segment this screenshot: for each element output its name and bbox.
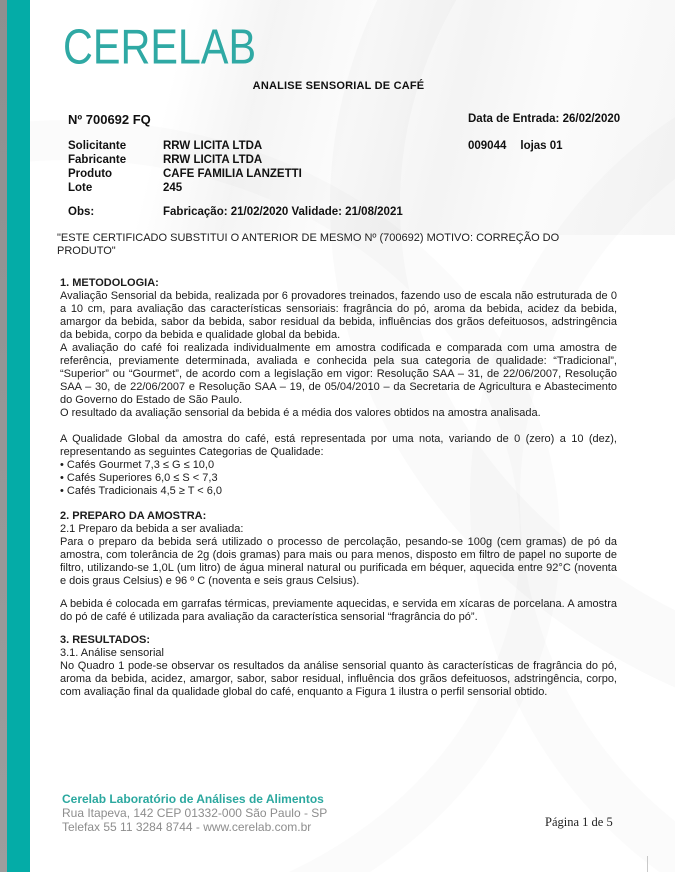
paragraph: Avaliação Sensorial da bebida, realizada por 6 provadores treinados, fazendo uso de escala não estruturada de 0 a 10 cm, para avaliação das características sensoriais: fragrância do pó, aroma da bebida, acidez da bebida, amargor da bebida, sabor da bebida, sabor residual da bebida, influências dos grãos defeituosos, adstringência da bebida, corpo da bebida e qualidade global da bebida.: [60, 290, 617, 341]
footer-contact: Telefax 55 11 3284 8744 - www.cerelab.com.br: [62, 820, 312, 834]
obs-value: Fabricação: 21/02/2020 Validade: 21/08/2021: [163, 206, 403, 218]
field-row-fabricante: [68, 153, 302, 167]
left-accent-bar: [7, 0, 30, 872]
page-number: Página 1 de 5: [545, 815, 613, 829]
paragraph: Para o preparo da bebida será utilizado o processo de percolação, pesando-se 100g (cem gramas) de pó da amostra, com tolerância de 2g (dois gramas) para mais ou para menos, disposto em filtro de papel no suporte de filtro, utilizando-se 1,0L (um litro) de água mineral natural ou purificada em béquer, aquecida entre 92°C (noventa e dois graus Celsius) e 96 º C (noventa e seis graus Celsius).: [60, 536, 617, 587]
document-body: [60, 277, 617, 699]
field-value: RRW LICITA LTDA: [163, 154, 263, 166]
section-heading-resultados: 3. RESULTADOS:: [60, 634, 151, 646]
substitution-notice: "ESTE CERTIFICADO SUBSTITUI O ANTERIOR DE MESMO Nº (700692) MOTIVO: CORREÇÃO DO PRODUTO": [57, 232, 560, 257]
scan-artifact-tick: [647, 856, 648, 872]
section-heading-metodologia: 1. METODOLOGIA:: [60, 277, 159, 289]
field-label: Produto: [68, 168, 113, 180]
obs-label: Obs:: [68, 206, 95, 218]
client-meta: [468, 140, 563, 152]
field-value: RRW LICITA LTDA: [163, 140, 263, 152]
quality-intro-paragraph: A Qualidade Global da amostra do café, está representada por uma nota, variando de 0 (zero) a 10 (dez), representando as seguintes Categorias de Qualidade:: [60, 433, 617, 458]
paragraph: A bebida é colocada em garrafas térmicas, previamente aquecidas, e servida em xícaras de porcelana. A amostra do pó de café é utilizada para avaliação da característica sensorial “fragrância do pó”.: [60, 598, 617, 623]
paragraph: O resultado da avaliação sensorial da bebida é a média dos valores obtidos na amostra analisada.: [60, 407, 541, 419]
sample-fields: [68, 139, 302, 195]
document-title: ANALISE SENSORIAL DE CAFÉ: [252, 80, 425, 92]
field-row-produto: [68, 167, 302, 181]
field-label: Solicitante: [68, 140, 127, 152]
quality-bullet: • Cafés Superiores 6,0 ≤ S < 7,3: [60, 472, 218, 484]
field-row-solicitante: [68, 139, 302, 153]
client-store: lojas 01: [520, 140, 563, 152]
document-number: Nº 700692 FQ: [68, 112, 151, 127]
footer-address: Rua Itapeva, 142 CEP 01332-000 São Paulo - SP: [62, 806, 328, 820]
section-heading-preparo: 2. PREPARO DA AMOSTRA:: [60, 510, 207, 522]
subsection-heading: 3.1. Análise sensorial: [60, 647, 164, 659]
paragraph: A avaliação do café foi realizada individualmente em amostra codificada e comparada com uma amostra de referência, previamente determinada, avaliada e conhecida pela sua categoria de qualidade: “Tradicional”, “Superior” ou “Gourmet”, de acordo com a legislação em vigor: Resolução SAA – 31, de 22/06/2007, Resolução SAA – 30, de 22/06/2007 e Resolução SAA – 19, de 05/04/2010 – da Secretaria de Agricultura e Abastecimento do Governo do Estado de São Paulo.: [60, 342, 617, 406]
footer-company-name: Cerelab Laboratório de Análises de Alimentos: [62, 792, 324, 806]
field-label: Fabricante: [68, 154, 127, 166]
cerelab-logo: CERELAB: [63, 18, 257, 74]
field-value: 245: [163, 182, 183, 194]
field-label: Lote: [68, 182, 93, 194]
entry-date: Data de Entrada: 26/02/2020: [468, 113, 621, 125]
quality-bullet: • Cafés Gourmet 7,3 ≤ G ≤ 10,0: [60, 459, 215, 471]
quality-bullet: • Cafés Tradicionais 4,5 ≥ T < 6,0: [60, 485, 223, 497]
subsection-heading: 2.1 Preparo da bebida a ser avaliada:: [60, 523, 244, 535]
client-code: 009044: [468, 140, 507, 152]
scan-edge-strip: [0, 0, 7, 872]
paragraph: No Quadro 1 pode-se observar os resultados da análise sensorial quanto às características de fragrância do pó, aroma da bebida, acidez, amargor, sabor, sabor residual, influência dos grãos defeituosos, adstringência, corpo, com avaliação final da qualidade global do café, enquanto a Figura 1 ilustra o perfil sensorial obtido.: [60, 660, 617, 698]
field-row-lote: [68, 181, 302, 195]
obs-row: [68, 206, 403, 218]
field-value: CAFE FAMILIA LANZETTI: [163, 168, 302, 180]
